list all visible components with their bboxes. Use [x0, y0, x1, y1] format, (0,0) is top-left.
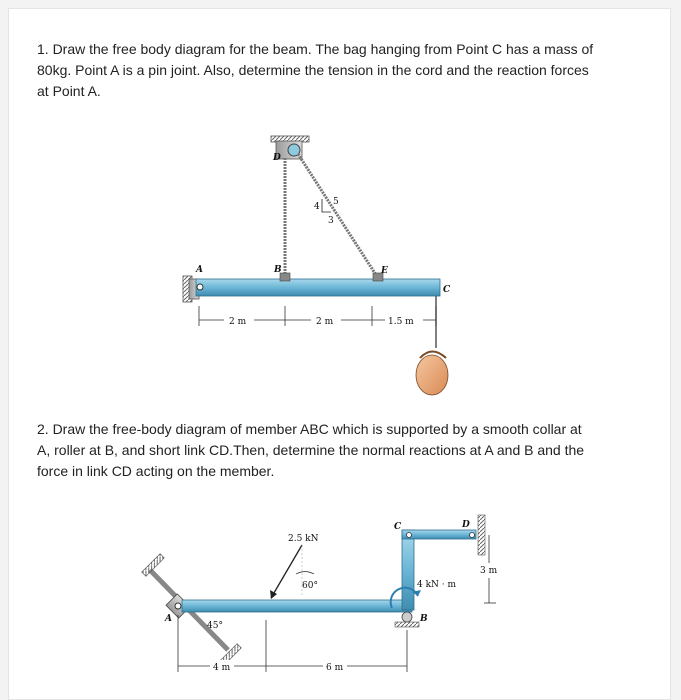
pin-a-icon: [197, 284, 203, 290]
beam-diagram-1: [183, 136, 451, 395]
moment-label: 4 kN · m: [417, 580, 457, 590]
member-abc-horizontal: [182, 600, 412, 612]
dim-be: 2 m: [316, 317, 334, 327]
roller-b-icon: [402, 612, 412, 622]
height-label: 3 m: [480, 566, 498, 576]
question-1-text: 1. Draw the free body diagram for the beam. The bag hanging from Point C has a mass of 80kg. Point A is a pin joint. Also, determine the tension in the cord and the reaction forces at Point A.: [37, 41, 594, 99]
label-d2: D: [462, 520, 470, 530]
force-arrow: [271, 545, 302, 598]
bag-icon: [416, 355, 448, 395]
label-e: E: [381, 266, 388, 276]
label-c: C: [443, 285, 451, 295]
member-abc-vertical: [402, 530, 414, 610]
link-cd: [402, 530, 476, 539]
label-b: B: [274, 265, 282, 275]
force-angle-label: 60°: [302, 581, 318, 591]
cord-de: [298, 154, 378, 278]
label-b2: B: [420, 614, 428, 624]
label-a: A: [196, 265, 203, 275]
dim-6m: 6 m: [326, 663, 344, 673]
label-d: D: [273, 153, 281, 163]
dim-4m: 4 m: [213, 663, 231, 673]
slope-rise-label: 4: [314, 202, 320, 212]
beam: [196, 279, 440, 296]
label-c2: C: [394, 522, 402, 532]
dim-ec: 1.5 m: [388, 317, 414, 327]
wall-support-d: [478, 515, 485, 555]
question-2-text: 2. Draw the free-body diagram of member ABC which is supported by a smooth collar at A, roller at B, and short link CD.Then, determine the normal reactions at A and B and the force in link CD acting on the member.: [37, 421, 585, 479]
label-a2: A: [165, 614, 172, 624]
member-diagram-2: [142, 515, 498, 673]
slope-hyp-label: 5: [333, 197, 339, 207]
force-label: 2.5 kN: [288, 534, 319, 544]
collar-angle-label: 45°: [207, 621, 223, 631]
ground-support-b: [395, 622, 419, 627]
dim-ab: 2 m: [229, 317, 247, 327]
slope-run-label: 3: [328, 216, 334, 226]
